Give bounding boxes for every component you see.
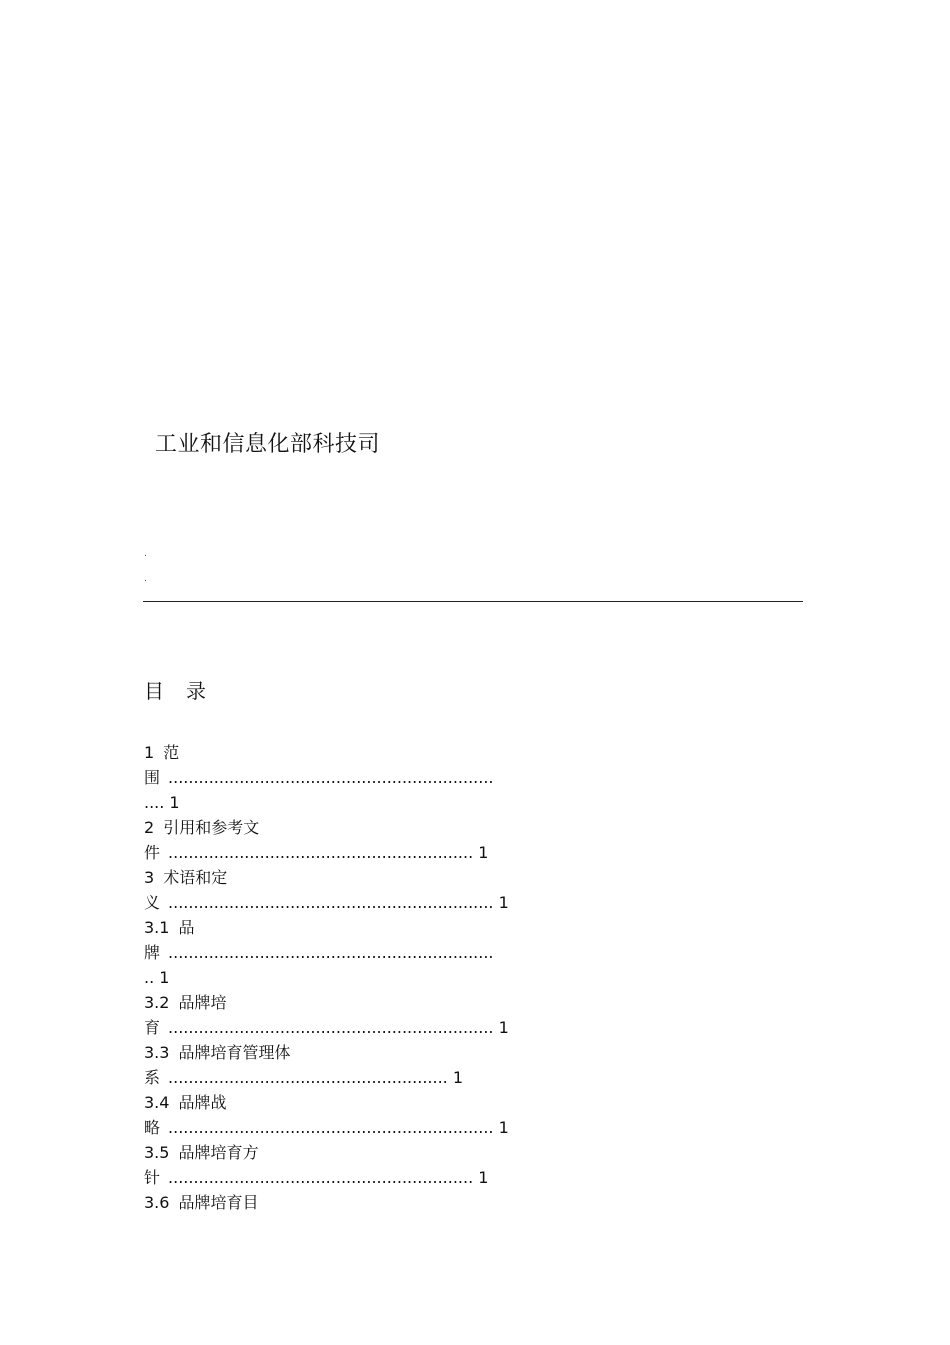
toc-entry-number: 3.1 (144, 918, 170, 937)
toc-entry-title: 品 (178, 918, 195, 937)
horizontal-rule (143, 601, 803, 602)
toc-entry-continuation[interactable] (144, 790, 524, 815)
toc-entry-title-tail: 略 (144, 1118, 161, 1137)
toc-entry-title-tail: 牌 (144, 943, 161, 962)
toc-entry-title: 品牌培育方 (178, 1143, 259, 1162)
toc-entry-number: 3.3 (144, 1043, 170, 1062)
toc-entry-title-tail: 育 (144, 1018, 161, 1037)
toc-entry-page: .. 1 (144, 968, 170, 987)
toc-entry-title-tail: 系 (144, 1068, 161, 1087)
toc-entry-continuation[interactable] (144, 965, 524, 990)
toc-entry-page: .... 1 (144, 793, 180, 812)
toc-entry-heading[interactable] (144, 915, 524, 940)
toc-entry-dots: ................................................................ (168, 768, 494, 787)
issuer-name: 工业和信息化部科技司 (155, 432, 381, 457)
toc-entry-leader[interactable] (144, 1165, 524, 1190)
toc-entry-heading[interactable] (144, 990, 524, 1015)
toc-entry-heading[interactable] (144, 1090, 524, 1115)
toc-entry-number: 3.4 (144, 1093, 170, 1112)
toc-entry-number: 2 (144, 818, 155, 837)
toc-entry-leader[interactable] (144, 1065, 524, 1090)
toc-entry-title-tail: 义 (144, 893, 161, 912)
toc-entry-heading[interactable] (144, 1190, 524, 1215)
toc-entry-heading[interactable] (144, 1040, 524, 1065)
stray-dot-2: . (144, 574, 147, 584)
toc-entry-leader[interactable] (144, 765, 524, 790)
table-of-contents (144, 740, 524, 1215)
toc-entry-title-tail: 针 (144, 1168, 161, 1187)
toc-entry-leader[interactable] (144, 1115, 524, 1140)
toc-entry-dots: ................................................................ 1 (168, 1118, 509, 1137)
toc-entry-heading[interactable] (144, 1140, 524, 1165)
toc-entry-heading[interactable] (144, 740, 524, 765)
toc-entry-dots: ............................................................ 1 (168, 1168, 489, 1187)
toc-entry-number: 3.5 (144, 1143, 170, 1162)
toc-entry-leader[interactable] (144, 840, 524, 865)
toc-entry-title: 引用和参考文 (163, 818, 260, 837)
toc-title (144, 676, 206, 706)
toc-entry-dots: ............................................................ 1 (168, 843, 489, 862)
toc-entry-number: 3.2 (144, 993, 170, 1012)
toc-entry-leader[interactable] (144, 890, 524, 915)
toc-entry-number: 1 (144, 743, 155, 762)
toc-entry-title: 品牌培育管理体 (178, 1043, 291, 1062)
toc-entry-number: 3 (144, 868, 155, 887)
toc-entry-dots: ................................................................ 1 (168, 1018, 509, 1037)
toc-entry-title: 品牌培育目 (178, 1193, 259, 1212)
toc-entry-heading[interactable] (144, 815, 524, 840)
toc-entry-title: 品牌培 (178, 993, 227, 1012)
toc-entry-leader[interactable] (144, 940, 524, 965)
toc-entry-title-tail: 件 (144, 843, 161, 862)
toc-entry-dots: ................................................................ 1 (168, 893, 509, 912)
toc-entry-number: 3.6 (144, 1193, 170, 1212)
toc-entry-heading[interactable] (144, 865, 524, 890)
toc-entry-leader[interactable] (144, 1015, 524, 1040)
toc-entry-title-tail: 围 (144, 768, 161, 787)
toc-entry-title: 术语和定 (163, 868, 228, 887)
toc-entry-title: 范 (163, 743, 180, 762)
toc-title-right: 录 (186, 679, 206, 703)
toc-title-left: 目 (144, 679, 164, 703)
toc-entry-dots: ................................................................ (168, 943, 494, 962)
toc-entry-dots: ....................................................... 1 (168, 1068, 464, 1087)
stray-dot-1: . (144, 549, 147, 559)
toc-entry-title: 品牌战 (178, 1093, 227, 1112)
